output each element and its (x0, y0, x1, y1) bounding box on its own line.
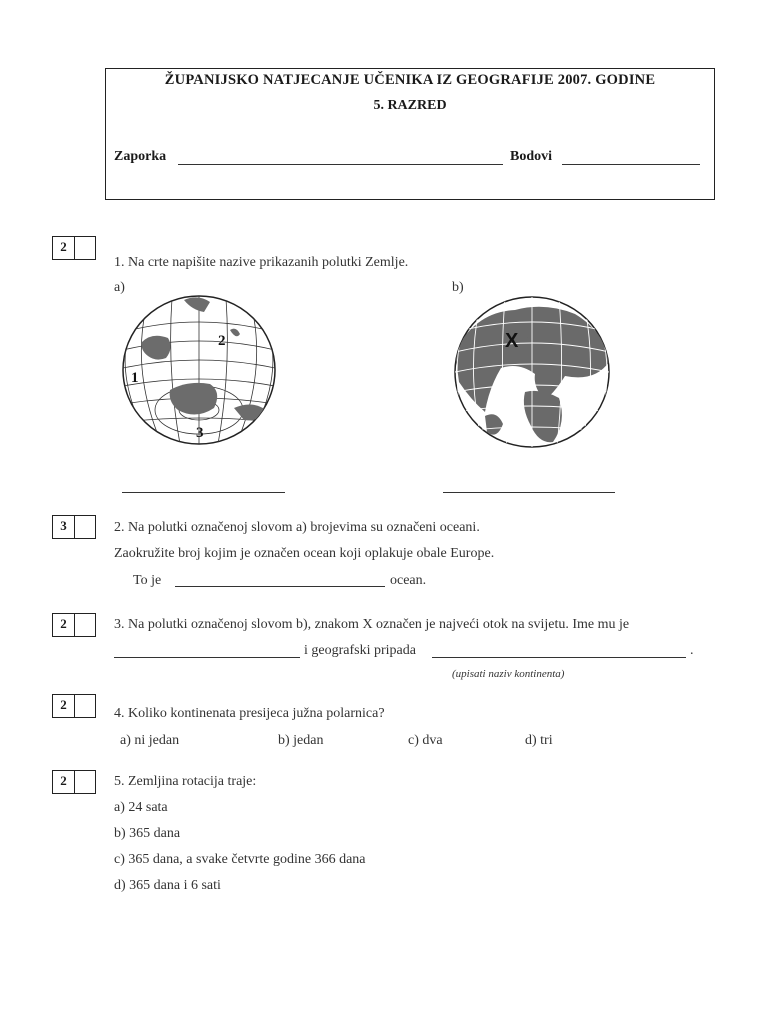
globe-a-label: a) (114, 280, 125, 295)
score-box-q2 (52, 515, 96, 539)
score-points: 2 (53, 237, 75, 259)
answer-line-a[interactable] (122, 492, 285, 493)
continent-answer-field[interactable] (432, 657, 686, 658)
question-2-suffix: ocean. (390, 573, 427, 588)
question-5-text: 5. Zemljina rotacija traje: (114, 774, 257, 789)
q5-option-c[interactable]: c) 365 dana, a svake četvrte godine 366 dana (114, 852, 366, 867)
q4-option-d[interactable]: d) tri (525, 733, 553, 748)
code-label: Zaporka (114, 149, 167, 164)
competition-title: ŽUPANIJSKO NATJECANJE UČENIKA IZ GEOGRAFIJE 2007. GODINE (164, 72, 656, 88)
score-entry[interactable] (75, 614, 95, 636)
score-box-q4 (52, 694, 96, 718)
score-box-q3 (52, 613, 96, 637)
score-points: 2 (53, 614, 75, 636)
score-entry[interactable] (75, 771, 95, 793)
q4-option-a[interactable]: a) ni jedan (120, 733, 180, 748)
globe-b-illustration (445, 292, 619, 452)
q5-option-b[interactable]: b) 365 dana (114, 826, 181, 841)
question-3-middle: i geografski pripada (304, 643, 416, 658)
q4-option-b[interactable]: b) jedan (278, 733, 324, 748)
question-4-text: 4. Koliko kontinenata presijeca južna polarnica? (114, 706, 385, 721)
question-2-line-2: Zaokružite broj kojim je označen ocean koji oplakuje obale Europe. (114, 546, 495, 561)
q5-option-a[interactable]: a) 24 sata (114, 800, 168, 815)
code-field[interactable] (178, 164, 503, 165)
q4-option-c[interactable]: c) dva (408, 733, 443, 748)
question-3-line-1: 3. Na polutki označenoj slovom b), znakom X označen je najveći otok na svijetu. Ime mu je (114, 617, 630, 632)
score-box-q5 (52, 770, 96, 794)
score-box-q1 (52, 236, 96, 260)
question-2-prefix: To je (133, 573, 162, 588)
ocean-number-3: 3 (196, 425, 204, 441)
points-label: Bodovi (510, 149, 553, 164)
score-points: 3 (53, 516, 75, 538)
score-points: 2 (53, 771, 75, 793)
score-entry[interactable] (75, 237, 95, 259)
ocean-number-1: 1 (131, 370, 139, 386)
globe-b-label: b) (452, 280, 464, 295)
grade-title: 5. RAZRED (373, 98, 447, 113)
score-entry[interactable] (75, 695, 95, 717)
question-1-text: 1. Na crte napišite nazive prikazanih polutki Zemlje. (114, 255, 409, 270)
question-3-end: . (690, 643, 694, 658)
question-2-line-1: 2. Na polutki označenoj slovom a) brojevima su označeni oceani. (114, 520, 480, 535)
q5-option-d[interactable]: d) 365 dana i 6 sati (114, 878, 221, 893)
answer-line-b[interactable] (443, 492, 615, 493)
score-points: 2 (53, 695, 75, 717)
points-field[interactable] (562, 164, 700, 165)
ocean-answer-field[interactable] (175, 586, 385, 587)
greenland-x-marker: X (505, 330, 519, 352)
question-3-hint: (upisati naziv kontinenta) (452, 668, 565, 680)
score-entry[interactable] (75, 516, 95, 538)
island-answer-field[interactable] (114, 657, 300, 658)
ocean-number-2: 2 (218, 333, 226, 349)
